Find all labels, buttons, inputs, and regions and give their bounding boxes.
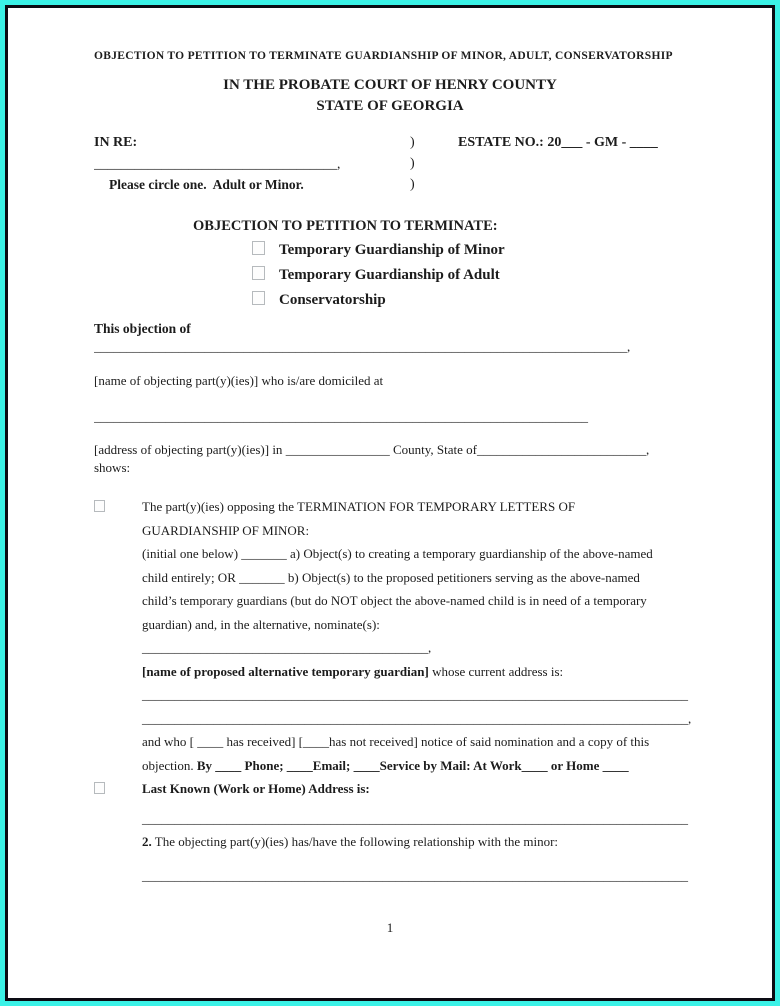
caption-divider-parens: [410, 132, 458, 195]
shows-label: shows:: [94, 460, 131, 475]
item-1-body: [142, 495, 691, 777]
item-1-line: The part(y)(ies) opposing the TERMINATION FOR TEMPORARY LETTERS OF: [142, 499, 576, 514]
guardian-note-rest: whose current address is:: [428, 663, 564, 679]
checkbox-icon: [252, 291, 265, 305]
relationship-blank: ____________________________________________________________________________________: [142, 867, 688, 883]
nominee-blank: ____________________________________________,: [142, 640, 432, 655]
guardian-address-blank-1: ____________________________________________________________________________________: [142, 687, 688, 702]
estate-number: ESTATE NO.: 20___ - GM - ____: [458, 135, 658, 150]
paren-2: ): [410, 156, 415, 171]
page-number: 1: [386, 920, 394, 935]
option-guardianship-adult: [252, 263, 686, 288]
relationship-line: [142, 830, 688, 854]
party-name-blank: ____________________________________,: [94, 156, 341, 171]
checkbox-icon: [94, 782, 105, 794]
circle-one-instruction: Please circle one. Adult or Minor.: [109, 177, 304, 192]
paren-3: ): [410, 177, 415, 192]
item-2-number: 2.: [142, 834, 152, 849]
objection-intro: [94, 320, 686, 477]
item-1-line: child’s temporary guardians (but do NOT object the above-named child is in need of a temporary: [142, 593, 647, 608]
option-guardianship-minor: [252, 238, 686, 263]
case-caption: [94, 132, 686, 195]
guardian-note-line: [142, 660, 691, 684]
this-objection-label: This objection of: [94, 321, 191, 336]
county-blank: ________________: [285, 442, 390, 457]
checkbox-icon: [94, 500, 105, 512]
page-inner-frame: [5, 5, 775, 1001]
item-last-known-address: [94, 777, 686, 887]
checkbox-icon: [252, 266, 265, 280]
relationship-text: The objecting part(y)(ies) has/have the following relationship with the minor:: [151, 834, 559, 849]
county-state-text: County, State of: [389, 442, 477, 457]
service-prefix: objection.: [142, 757, 197, 773]
objection-heading: OBJECTION TO PETITION TO TERMINATE:: [193, 218, 498, 234]
domicile-address-blank: ____________________________________________________________________________: [94, 409, 588, 424]
item-2-body: [142, 777, 688, 887]
checkbox-icon: [252, 241, 265, 255]
guardian-note-bold: [name of proposed alternative temporary guardian]: [142, 663, 429, 679]
address-note-pre: [address of objecting part(y)(ies)] in: [94, 442, 286, 457]
objection-type-options: [252, 238, 686, 313]
in-re-label: IN RE:: [94, 135, 138, 150]
court-line-2: STATE OF GEORGIA: [316, 98, 464, 114]
item-1-line: child entirely; OR _______ b) Object(s) to the proposed petitioners serving as the above-named: [142, 569, 640, 585]
notice-line: and who [ ____ has received] [____has not received] notice of said nomination and a copy of this: [142, 734, 650, 749]
name-note: [name of objecting part(y)(ies)] who is/are domiciled at: [94, 373, 384, 388]
item-1-checkbox-col: [94, 495, 142, 777]
item-2-checkbox-col: [94, 777, 142, 887]
court-heading: [94, 75, 686, 117]
item-1-opposition: [94, 495, 692, 777]
last-known-address-blank: ____________________________________________________________________________________: [142, 810, 688, 826]
court-line-1: IN THE PROBATE COURT OF HENRY COUNTY: [223, 77, 557, 93]
item-1-line: GUARDIANSHIP OF MINOR:: [142, 522, 310, 538]
document-title: OBJECTION TO PETITION TO TERMINATE GUARDIANSHIP OF MINOR, ADULT, CONSERVATORSHIP: [94, 50, 673, 62]
caption-left-column: [94, 132, 410, 195]
option-conservatorship: [252, 288, 686, 313]
item-1-line: guardian) and, in the alternative, nominate(s):: [142, 616, 380, 632]
address-note-line: [94, 441, 686, 459]
option-label: Temporary Guardianship of Adult: [279, 267, 500, 283]
service-method-line: [142, 754, 691, 778]
service-options: By ____ Phone; ____Email; ____Service by Mail: At Work____ or Home ____: [196, 757, 629, 773]
last-known-address-label: Last Known (Work or Home) Address is:: [142, 781, 370, 796]
state-blank: __________________________,: [476, 442, 650, 457]
objecting-party-name-blank: __________________________________________________________________________________,: [94, 339, 631, 354]
paren-1: ): [410, 135, 415, 150]
item-1-line: (initial one below) _______ a) Object(s) to creating a temporary guardianship of the above-named: [142, 546, 653, 561]
guardian-address-blank-2: ____________________________________________________________________________________,: [142, 710, 692, 726]
option-label: Conservatorship: [279, 292, 386, 308]
option-label: Temporary Guardianship of Minor: [279, 242, 505, 258]
